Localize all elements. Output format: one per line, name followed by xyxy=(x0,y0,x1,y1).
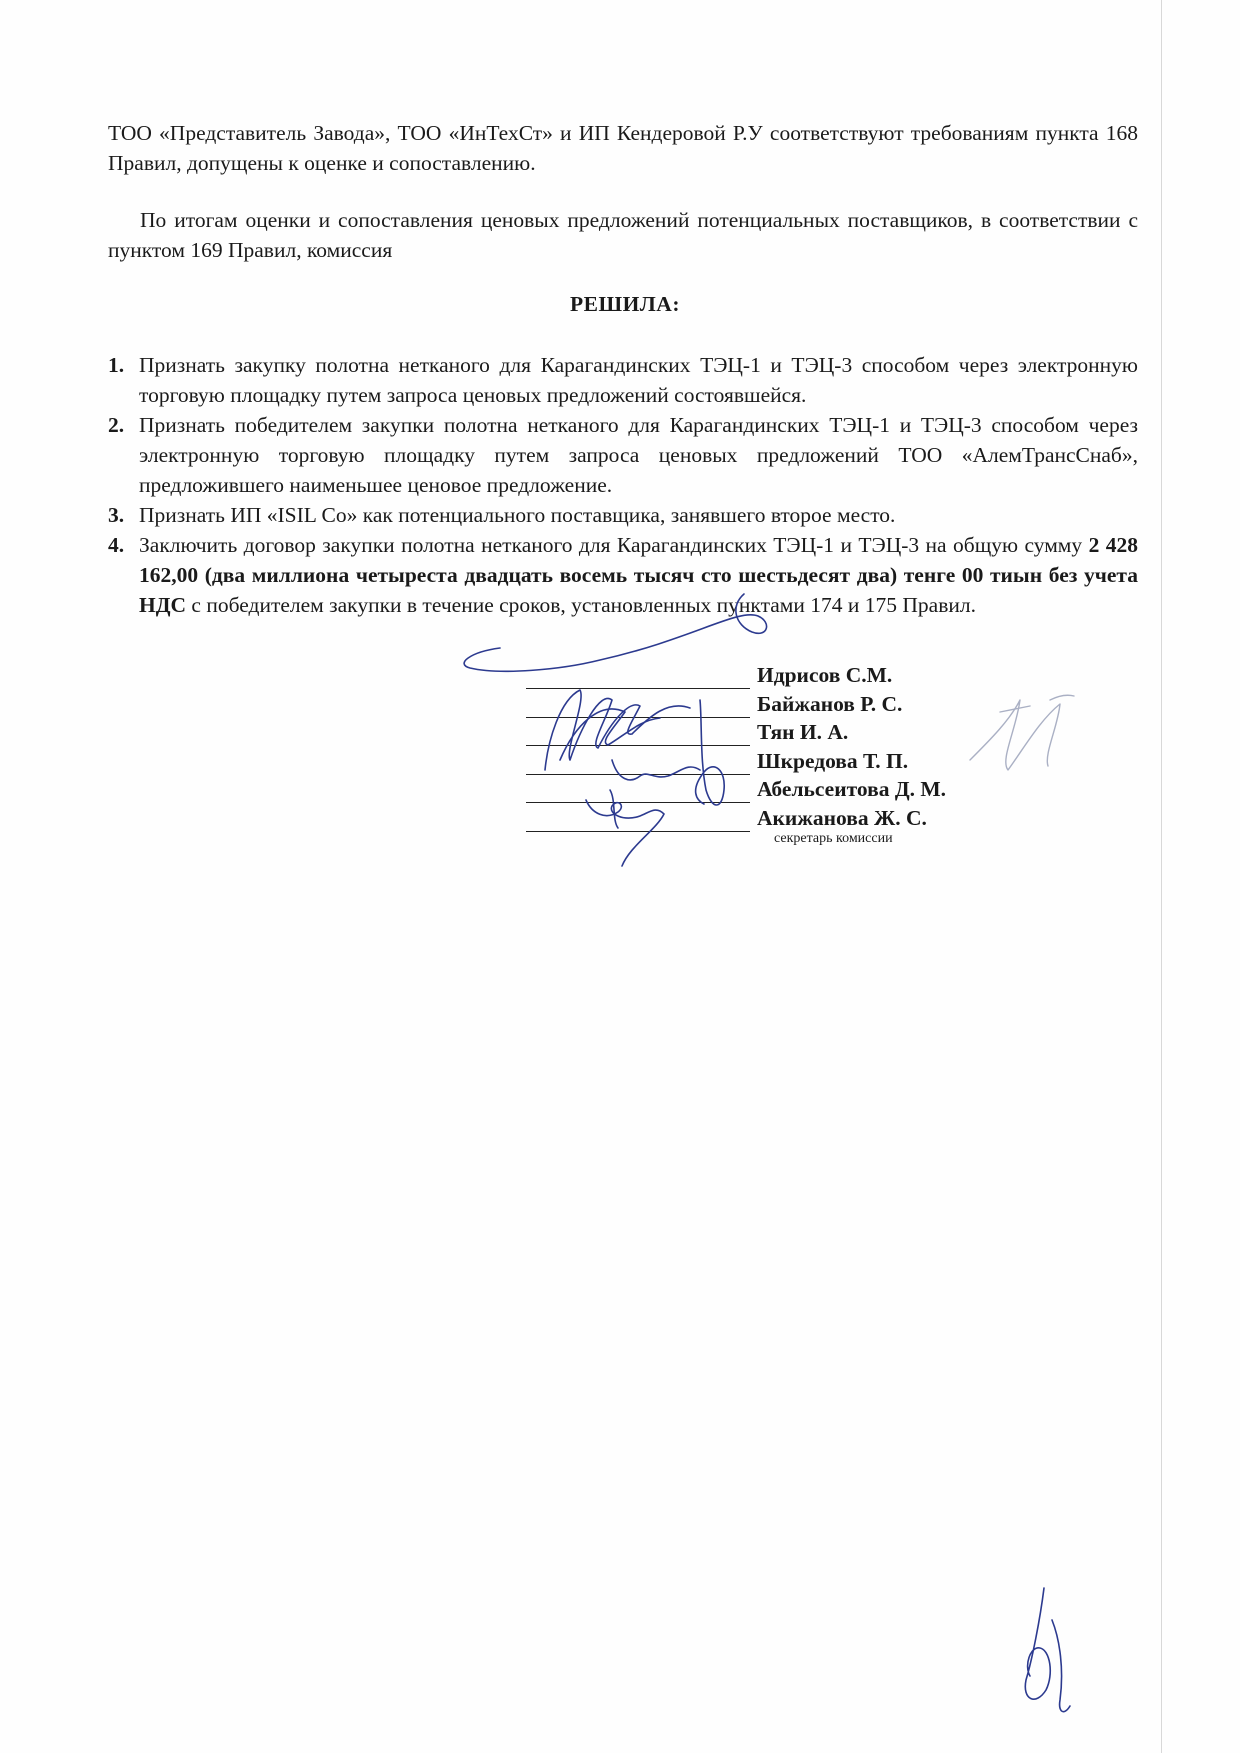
signer-name: Абельсеитова Д. М. xyxy=(757,777,947,801)
signer-name: Тян И. А. xyxy=(757,720,849,744)
decision-text: Признать ИП «ISIL Co» как потенциального поставщика, занявшего второе место. xyxy=(139,503,896,527)
decision-text: Признать победителем закупки полотна нетканого для Карагандинских ТЭЦ-1 и ТЭЦ-3 способом через электронную торговую площадку путем запроса ценовых предложений ТОО «АлемТрансСнаб», предложившего наименьшее ценовое предложение. xyxy=(139,413,1138,497)
signer-name: Байжанов Р. С. xyxy=(757,691,903,716)
page-initials xyxy=(1025,1588,1070,1712)
contract-amount: 2 428 162,00 (два миллиона четыреста двадцать восемь тысяч сто шестьдесят два) тенге 00 тиын без учета НДС xyxy=(139,533,1138,617)
paragraph-evaluation-results: По итогам оценки и сопоставления ценовых предложений потенциальных поставщиков, в соответствии с пунктом 169 Правил, комиссия xyxy=(108,208,1138,262)
decision-number: 4. xyxy=(108,533,125,557)
decision-item-2 xyxy=(108,410,1138,500)
decision-item-1 xyxy=(108,350,1138,410)
decision-number: 2. xyxy=(108,413,125,437)
scan-edge-line xyxy=(1161,0,1162,1753)
signer-name: Шкредова Т. П. xyxy=(757,748,909,773)
signature-line xyxy=(526,688,750,689)
signer-name: Идрисов С.М. xyxy=(757,663,893,687)
decision-item-4 xyxy=(108,530,1138,620)
signature-line xyxy=(526,774,750,775)
decision-item-3 xyxy=(108,500,1138,530)
signature-line xyxy=(526,831,750,832)
secretary-caption: секретарь комиссии xyxy=(774,831,893,846)
signer-name: Акижанова Ж. С. xyxy=(757,805,927,830)
decision-number: 1. xyxy=(108,353,125,377)
decision-text: Признать закупку полотна нетканого для Карагандинских ТЭЦ-1 и ТЭЦ-3 способом через электронную торговую площадку путем запроса ценовых предложений состоявшейся. xyxy=(139,353,1138,407)
decision-list xyxy=(108,350,1138,620)
paragraph-admitted-suppliers: ТОО «Представитель Завода», ТОО «ИнТехСт» и ИП Кендеровой Р.У соответствуют требованиям пункта 168 Правил, допущены к оценке и сопоставлению. xyxy=(108,121,1138,175)
decision-heading: РЕШИЛА: xyxy=(569,292,680,316)
decision-number: 3. xyxy=(108,503,125,527)
signature-line xyxy=(526,802,750,803)
signature-line xyxy=(526,745,750,746)
decision-text-before: Заключить договор закупки полотна нетканого для Карагандинских ТЭЦ-1 и ТЭЦ-3 на общую сумму xyxy=(139,533,1089,557)
signature-line xyxy=(526,717,750,718)
decision-text-after: с победителем закупки в течение сроков, установленных пунктами 174 и 175 Правил. xyxy=(186,593,976,617)
signature-block xyxy=(526,663,1086,838)
